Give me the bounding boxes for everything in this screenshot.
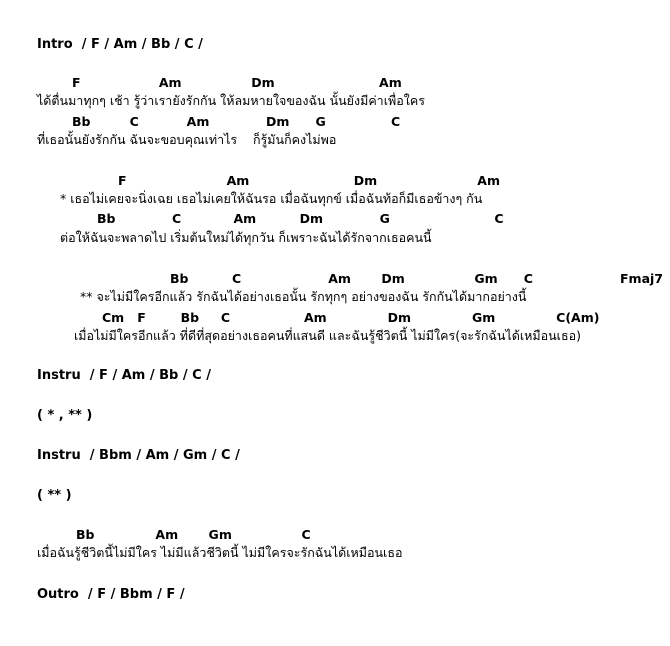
chord-line: Bb C Am Dm G C (97, 211, 504, 226)
chord-line: Cm F Bb C Am Dm Gm C(Am) (102, 310, 600, 325)
repeat-line: ( ** ) (37, 488, 72, 503)
chord-line: Bb C Am Dm Gm C Fmaj7 (170, 271, 663, 286)
outro-line: Outro / F / Bbm / F / (37, 587, 185, 602)
chord-line: Bb C Am Dm G C (72, 114, 401, 129)
instru-line: Instru / Bbm / Am / Gm / C / (37, 448, 240, 463)
intro-line: Intro / F / Am / Bb / C / (37, 37, 203, 52)
lyric-line: * เธอไม่เคยจะนิ่งเฉย เธอไม่เคยให้ฉันรอ เมื่อฉันทุกข์ เมื่อฉันท้อก็มีเธอข้างๆ กัน (60, 191, 483, 206)
chord-line: Bb Am Gm C (76, 527, 311, 542)
lyric-line: เมื่อฉันรู้ชีวิตนี้ไม่มีใคร ไม่มีแล้วชีวิตนี้ ไม่มีใครจะรักฉันได้เหมือนเธอ (37, 545, 403, 560)
chord-line: F Am Dm Am (72, 75, 402, 90)
repeat-line: ( * , ** ) (37, 408, 93, 423)
lyric-line: เมื่อไม่มีใครอีกแล้ว ที่ดีที่สุดอย่างเธอคนที่แสนดี และฉันรู้ชีวิตนี้ ไม่มีใคร(จะรักฉันได้เหมือนเธอ) (74, 328, 581, 343)
lyric-line: ที่เธอนั้นยังรักกัน ฉันจะขอบคุณเท่าไร ก็รู้มันก็คงไม่พอ (37, 132, 337, 147)
instru-line: Instru / F / Am / Bb / C / (37, 368, 211, 383)
lyric-line: ต่อให้ฉันจะพลาดไป เริ่มต้นใหม่ได้ทุกวัน ก็เพราะฉันได้รักจากเธอคนนี้ (60, 230, 432, 245)
lyric-line: ได้ตื่นมาทุกๆ เช้า รู้ว่าเรายังรักกัน ให้ลมหายใจของฉัน นั้นยังมีค่าเพื่อใคร (37, 93, 425, 108)
lyric-line: ** จะไม่มีใครอีกแล้ว รักฉันได้อย่างเธอนั้น รักทุกๆ อย่างของฉัน รักกันได้มากอย่างนี้ (80, 289, 527, 304)
chord-line: F Am Dm Am (118, 173, 500, 188)
